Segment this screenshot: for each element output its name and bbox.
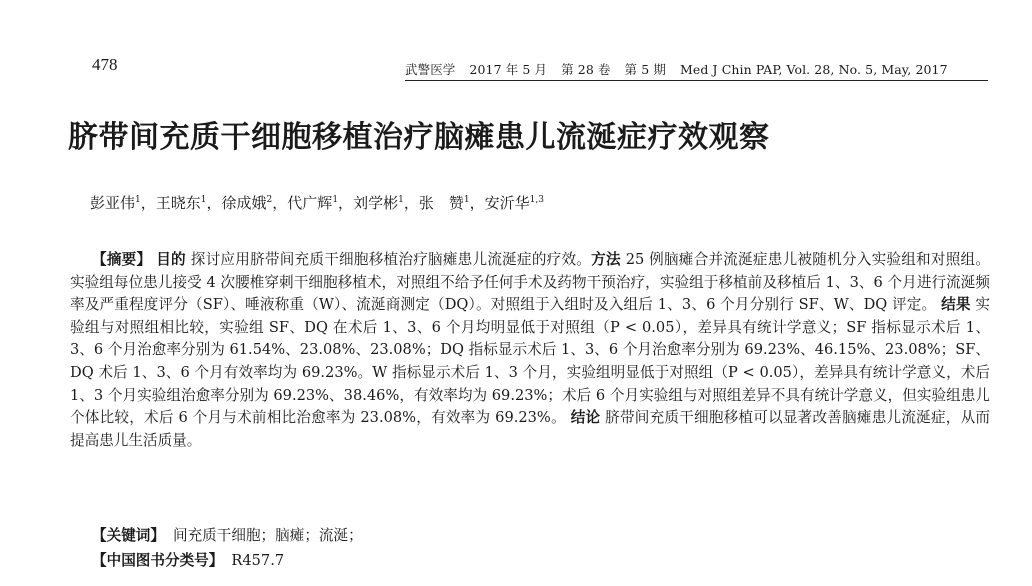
page-number: 478: [92, 55, 118, 74]
author-affiliation: 2: [266, 195, 273, 205]
author-separator: ，: [206, 194, 222, 212]
author-separator: ，: [469, 194, 485, 212]
author-separator: ，: [403, 194, 419, 212]
author-affiliation: 1,3: [529, 195, 544, 205]
keywords-value: 间充质干细胞；脑瘫；流涎；: [172, 527, 363, 544]
classification-value: R457.7: [231, 552, 285, 569]
abstract-label: 【摘要】: [92, 251, 152, 268]
results-label: 结果: [941, 296, 971, 314]
author: [353, 194, 404, 212]
author-name: 彭亚伟: [90, 194, 136, 212]
author-name: 张 赞: [418, 194, 464, 212]
author-separator: ，: [272, 194, 288, 212]
issue: 第 5 期: [624, 62, 666, 77]
author-list: [90, 192, 544, 213]
methods-label: 方法: [591, 251, 621, 268]
author-name: 安沂华: [484, 194, 530, 212]
publication-date: 2017 年 5 月: [469, 62, 548, 77]
article-title: 脐带间充质干细胞移植治疗脑瘫患儿流涎症疗效观察: [68, 120, 770, 155]
objective-label: 目的: [156, 251, 186, 268]
journal-name: 武警医学: [405, 62, 456, 77]
volume: 第 28 卷: [561, 62, 611, 77]
author-name: 刘学彬: [353, 194, 399, 212]
author: [90, 194, 141, 212]
abstract: [70, 249, 990, 452]
author-affiliation: 1: [463, 195, 470, 205]
author: [287, 194, 338, 212]
author-affiliation: 1: [135, 195, 141, 205]
english-citation: Med J Chin PAP, Vol. 28, No. 5, May, 2017: [679, 62, 948, 77]
conclusion-text: 脐带间充质干细胞移植可以显著改善脑瘫患儿流涎症，从而提高患儿生活质量。: [70, 409, 990, 449]
classification-line: [92, 549, 284, 570]
methods-text: 25 例脑瘫合并流涎症患儿被随机分入实验组和对照组。实验组每位患儿接受 4 次腰椎穿刺干细胞移植术，对照组不给予任何手术及药物干预治疗，实验组于移植前及移植后 1、3、6 个月进行流涎频率及严重程度评分（SF）、唾液称重（W）、流涎商测定（DQ）。对照组于入组时及入组后 1、3、6 个月分别行 SF、W、DQ 评定。: [70, 251, 990, 314]
author: [419, 194, 470, 212]
keywords-line: [92, 524, 363, 545]
author: [485, 194, 544, 212]
objective-text: 探讨应用脐带间充质干细胞移植治疗脑瘫患儿流涎症的疗效。: [190, 251, 592, 268]
running-header: [405, 60, 988, 81]
author-separator: ，: [140, 194, 156, 212]
author: [156, 194, 207, 212]
results-text: 实验组与对照组相比较，实验组 SF、DQ 在术后 1、3、6 个月均明显低于对照组（P < 0.05），差异具有统计学意义；SF 指标显示术后 1、3、6 个月治愈率分别为 61.54%、23.08%、23.08%；DQ 指标显示术后 1、3、6 个月治愈率分别为 69.23%、46.15%、23.08%；SF、DQ 术后 1、3、6 个月有效率均为 69.23%。W 指标显示术后 1、3 个月，实验组明显低于对照组（P < 0.05），差异具有统计学意义，术后 1、3 个月实验组治愈率分别为 69.23%、38.46%，有效率均为 69.23%；术后 6 个月实验组与对照组差异不具有统计学意义，但实验组患儿个体比较，术后 6 个月与术前相比治愈率为 23.08%，有效率为 69.23%。: [70, 296, 990, 427]
author-name: 徐成娥: [221, 194, 267, 212]
author-affiliation: 1: [398, 195, 404, 205]
classification-label: 【中国图书分类号】: [92, 552, 224, 569]
author-separator: ，: [338, 194, 354, 212]
keywords-label: 【关键词】: [92, 527, 165, 544]
conclusion-label: 结论: [570, 409, 601, 427]
author-affiliation: 1: [332, 195, 339, 205]
author-affiliation: 1: [200, 195, 207, 205]
author-name: 代广辉: [287, 194, 333, 212]
author-name: 王晓东: [155, 194, 201, 212]
author: [222, 194, 273, 212]
